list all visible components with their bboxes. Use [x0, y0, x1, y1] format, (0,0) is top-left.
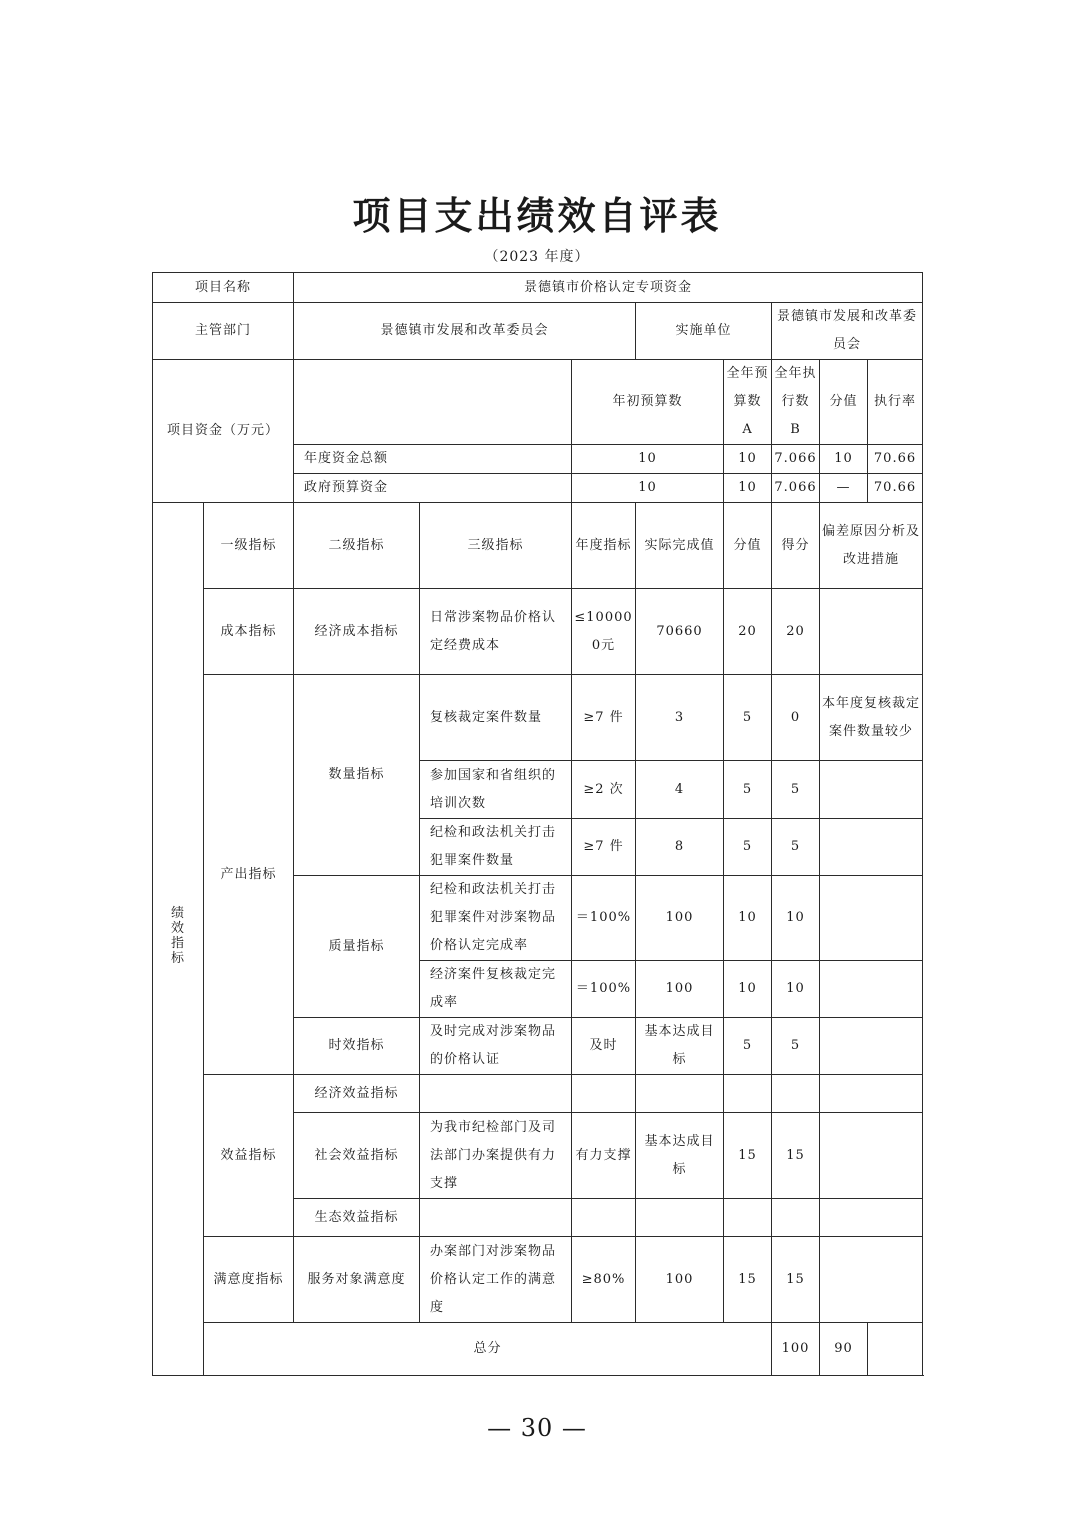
target-cell: ≥2 次 — [572, 761, 636, 819]
perf-header-level2: 二级指标 — [294, 503, 420, 589]
actual-cell — [636, 1075, 724, 1113]
level2-economic-cost: 经济成本指标 — [294, 589, 420, 675]
actual-cell: 8 — [636, 819, 724, 876]
perf-header-target: 年度指标 — [572, 503, 636, 589]
score-cell: 10 — [772, 876, 820, 961]
score-cell: 5 — [772, 819, 820, 876]
level2-quantity: 数量指标 — [294, 675, 420, 876]
level2-eco-benefit: 生态效益指标 — [294, 1199, 420, 1237]
score-cell: 20 — [772, 589, 820, 675]
score-cell: 5 — [772, 761, 820, 819]
page-number: — 30 — — [487, 1414, 587, 1442]
deviation-cell — [820, 819, 923, 876]
funds-row-executed: 7.066 — [772, 474, 820, 503]
indicator-cell: 日常涉案物品价格认定经费成本 — [420, 589, 572, 675]
indicator-cell: 及时完成对涉案物品的价格认证 — [420, 1018, 572, 1075]
target-cell: ≥7 件 — [572, 675, 636, 761]
target-cell: ＝100% — [572, 961, 636, 1018]
score-value-cell: 20 — [724, 589, 772, 675]
deviation-cell — [820, 761, 923, 819]
score-cell: 15 — [772, 1237, 820, 1323]
total-score: 90 — [820, 1323, 868, 1376]
level2-quality: 质量指标 — [294, 876, 420, 1018]
project-name-value: 景德镇市价格认定专项资金 — [294, 273, 923, 303]
deviation-cell — [820, 1075, 923, 1113]
funds-col-exec-rate: 执行率 — [868, 360, 923, 445]
indicator-cell: 纪检和政法机关打击犯罪案件数量 — [420, 819, 572, 876]
project-name-label: 项目名称 — [153, 273, 294, 303]
indicator-cell — [420, 1199, 572, 1237]
score-value-cell: 10 — [724, 961, 772, 1018]
level2-timeliness: 时效指标 — [294, 1018, 420, 1075]
deviation-cell — [820, 876, 923, 961]
actual-cell: 3 — [636, 675, 724, 761]
funds-row-annual: 10 — [724, 445, 772, 474]
score-value-cell: 10 — [724, 876, 772, 961]
perf-header-score-value: 分值 — [724, 503, 772, 589]
funds-row-score-value: — — [820, 474, 868, 503]
score-cell — [772, 1199, 820, 1237]
level2-service-satisfaction: 服务对象满意度 — [294, 1237, 420, 1323]
actual-cell: 100 — [636, 961, 724, 1018]
funds-row-initial: 10 — [572, 445, 724, 474]
dept-value: 景德镇市发展和改革委员会 — [294, 303, 636, 360]
deviation-cell — [820, 1199, 923, 1237]
funds-col-initial: 年初预算数 — [572, 360, 724, 445]
score-cell: 10 — [772, 961, 820, 1018]
score-value-cell: 15 — [724, 1113, 772, 1199]
indicator-cell: 纪检和政法机关打击犯罪案件对涉案物品价格认定完成率 — [420, 876, 572, 961]
self-evaluation-table — [152, 272, 923, 1376]
score-value-cell: 15 — [724, 1237, 772, 1323]
score-value-cell: 5 — [724, 675, 772, 761]
target-cell — [572, 1075, 636, 1113]
indicator-cell: 参加国家和省组织的培训次数 — [420, 761, 572, 819]
actual-cell: 基本达成目标 — [636, 1018, 724, 1075]
actual-cell: 100 — [636, 876, 724, 961]
actual-cell: 100 — [636, 1237, 724, 1323]
perf-side-label: 绩效指标 — [153, 503, 204, 1376]
level1-satisfaction: 满意度指标 — [204, 1237, 294, 1323]
score-value-cell — [724, 1199, 772, 1237]
target-cell: 及时 — [572, 1018, 636, 1075]
funds-col-score-value: 分值 — [820, 360, 868, 445]
target-cell: ≤100000元 — [572, 589, 636, 675]
funds-row-name: 年度资金总额 — [294, 445, 572, 474]
funds-row-exec-rate: 70.66 — [868, 474, 923, 503]
target-cell — [572, 1199, 636, 1237]
score-value-cell: 5 — [724, 1018, 772, 1075]
doc-year: （2023 年度） — [484, 249, 590, 265]
level2-social-benefit: 社会效益指标 — [294, 1113, 420, 1199]
score-cell: 15 — [772, 1113, 820, 1199]
deviation-cell — [820, 1237, 923, 1323]
indicator-cell — [420, 1075, 572, 1113]
score-value-cell — [724, 1075, 772, 1113]
funds-row-name: 政府预算资金 — [294, 474, 572, 503]
target-cell: ≥80% — [572, 1237, 636, 1323]
perf-header-deviation: 偏差原因分析及改进措施 — [820, 503, 923, 589]
score-value-cell: 5 — [724, 761, 772, 819]
deviation-cell — [820, 1113, 923, 1199]
level1-benefit: 效益指标 — [204, 1075, 294, 1237]
indicator-cell: 复核裁定案件数量 — [420, 675, 572, 761]
funds-row-exec-rate: 70.66 — [868, 445, 923, 474]
actual-cell: 70660 — [636, 589, 724, 675]
score-value-cell: 5 — [724, 819, 772, 876]
perf-header-level3: 三级指标 — [420, 503, 572, 589]
funds-col-annual: 全年预算数 A — [724, 360, 772, 445]
doc-title: 项目支出绩效自评表 — [352, 193, 722, 238]
score-cell — [772, 1075, 820, 1113]
indicator-cell: 办案部门对涉案物品价格认定工作的满意度 — [420, 1237, 572, 1323]
deviation-cell: 本年度复核裁定案件数量较少 — [820, 675, 923, 761]
impl-value: 景德镇市发展和改革委员会 — [772, 303, 923, 360]
impl-label: 实施单位 — [636, 303, 772, 360]
level1-cost: 成本指标 — [204, 589, 294, 675]
deviation-cell — [820, 589, 923, 675]
perf-header-level1: 一级指标 — [204, 503, 294, 589]
actual-cell: 4 — [636, 761, 724, 819]
target-cell: 有力支撑 — [572, 1113, 636, 1199]
funds-row-executed: 7.066 — [772, 445, 820, 474]
actual-cell: 基本达成目标 — [636, 1113, 724, 1199]
perf-header-score: 得分 — [772, 503, 820, 589]
target-cell: ≥7 件 — [572, 819, 636, 876]
perf-header-actual: 实际完成值 — [636, 503, 724, 589]
funds-label: 项目资金（万元） — [153, 360, 294, 503]
funds-row-annual: 10 — [724, 474, 772, 503]
indicator-cell: 经济案件复核裁定完成率 — [420, 961, 572, 1018]
actual-cell — [636, 1199, 724, 1237]
total-label: 总分 — [204, 1323, 772, 1376]
level2-economic-benefit: 经济效益指标 — [294, 1075, 420, 1113]
total-score-value: 100 — [772, 1323, 820, 1376]
funds-row-initial: 10 — [572, 474, 724, 503]
deviation-cell — [820, 961, 923, 1018]
dept-label: 主管部门 — [153, 303, 294, 360]
deviation-cell — [820, 1018, 923, 1075]
score-cell: 5 — [772, 1018, 820, 1075]
funds-header-blank — [294, 360, 572, 445]
funds-row-score-value: 10 — [820, 445, 868, 474]
level1-output: 产出指标 — [204, 675, 294, 1075]
target-cell: ＝100% — [572, 876, 636, 961]
score-cell: 0 — [772, 675, 820, 761]
indicator-cell: 为我市纪检部门及司法部门办案提供有力支撑 — [420, 1113, 572, 1199]
funds-col-executed: 全年执行数 B — [772, 360, 820, 445]
total-deviation — [868, 1323, 923, 1376]
